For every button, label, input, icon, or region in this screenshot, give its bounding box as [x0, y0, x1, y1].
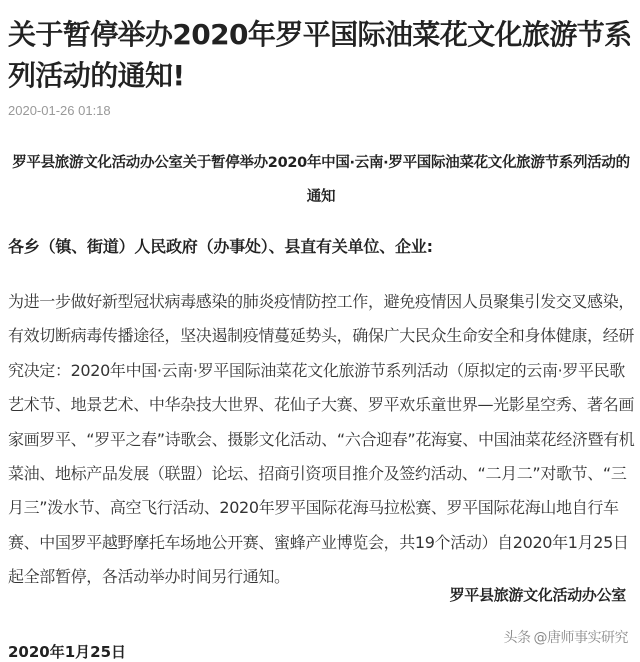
notice-signature: 罗平县旅游文化活动办公室 — [449, 586, 626, 604]
publish-timestamp: 2020-01-26 01:18 — [8, 103, 111, 118]
watermark-account: @唐师事实研究 — [533, 630, 628, 646]
notice-date: 2020年1月25日 — [8, 643, 127, 661]
article-title: 关于暂停举办2020年罗平国际油菜花文化旅游节系列活动的通知! — [8, 18, 632, 92]
notice-subtitle: 罗平县旅游文化活动办公室关于暂停举办2020年中国·云南·罗平国际油菜花文化旅游节系列活动的通知 — [12, 155, 630, 205]
notice-salutation: 各乡（镇、街道）人民政府（办事处）、县直有关单位、企业: — [8, 237, 433, 256]
notice-body: 为进一步做好新型冠状病毒感染的肺炎疫情防控工作，避免疫情因人员聚集引发交叉感染，有效切断病毒传播途径，坚决遏制疫情蔓延势头，确保广大民众生命安全和身体健康，经研究决定：2020年中国·云南·罗平国际油菜花文化旅游节系列活动（原拟定的云南·罗平民歌艺术节、地景艺术、中华杂技大世界、花仙子大赛、罗平欢乐童世界—光影星空秀、著名画家画罗平、“罗平之春”诗歌会、摄影文化活动、“六合迎春”花海宴、中国油菜花经济暨有机菜油、地标产品发展（联盟）论坛、招商引资项目推介及签约活动、“二月二”对歌节、“三月三”泼水节、高空飞行活动、2020年罗平国际花海马拉松赛、罗平国际花海山地自行车赛、中国罗平越野摩托车场地公开赛、蜜蜂产业博览会，共19个活动）自2020年1月25日起全部暂停，各活动举办时间另行通知。 — [8, 292, 635, 587]
watermark-platform: 头条 — [503, 630, 531, 646]
watermark — [504, 627, 629, 647]
